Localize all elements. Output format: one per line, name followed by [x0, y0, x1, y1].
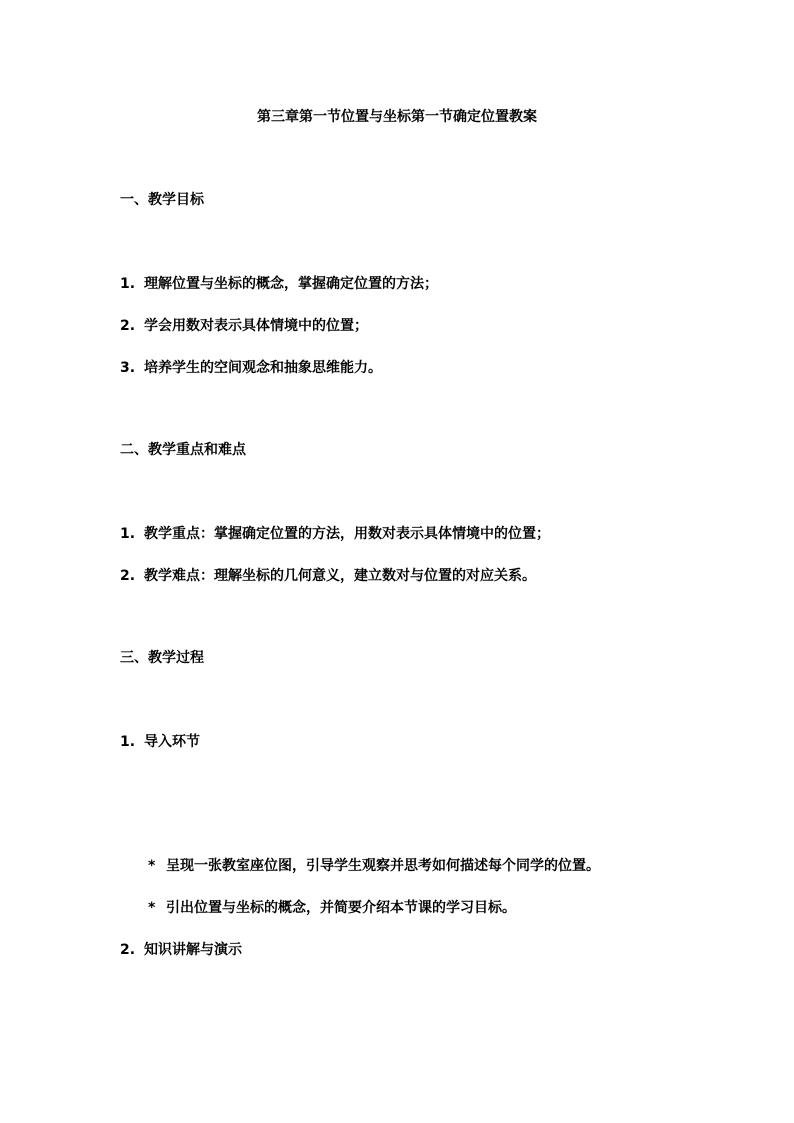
section-heading-objectives: 一、教学目标 [120, 192, 204, 208]
list-item [120, 566, 536, 586]
bullet-mark: * [148, 858, 156, 874]
list-number: 2. [120, 318, 136, 334]
list-text: 理解位置与坐标的概念，掌握确定位置的方法； [144, 276, 438, 292]
list-number: 1. [120, 734, 136, 750]
bullet-item [148, 856, 600, 876]
list-item [120, 316, 368, 336]
bullet-text: 呈现一张教室座位图，引导学生观察并思考如何描述每个同学的位置。 [166, 858, 600, 874]
bullet-text: 引出位置与坐标的概念，并简要介绍本节课的学习目标。 [166, 900, 516, 916]
list-item [120, 274, 438, 294]
list-text: 教学重点：掌握确定位置的方法，用数对表示具体情境中的位置； [144, 526, 550, 542]
list-number: 3. [120, 360, 136, 376]
bullet-mark: * [148, 900, 156, 916]
subsection-heading [120, 732, 200, 752]
list-number: 2. [120, 568, 136, 584]
list-text: 教学难点：理解坐标的几何意义，建立数对与位置的对应关系。 [144, 568, 536, 584]
section-heading-process: 三、教学过程 [120, 650, 204, 666]
list-item [120, 358, 382, 378]
list-number: 1. [120, 526, 136, 542]
document-title: 第三章第一节位置与坐标第一节确定位置教案 [257, 109, 537, 125]
section-heading-key-points: 二、教学重点和难点 [120, 442, 246, 458]
list-number: 1. [120, 276, 136, 292]
subsection-heading [120, 940, 242, 960]
subsection-text: 知识讲解与演示 [144, 942, 242, 958]
subsection-text: 导入环节 [144, 734, 200, 750]
list-item [120, 524, 550, 544]
list-number: 2. [120, 942, 136, 958]
list-text: 培养学生的空间观念和抽象思维能力。 [144, 360, 382, 376]
bullet-item [148, 898, 516, 918]
list-text: 学会用数对表示具体情境中的位置； [144, 318, 368, 334]
